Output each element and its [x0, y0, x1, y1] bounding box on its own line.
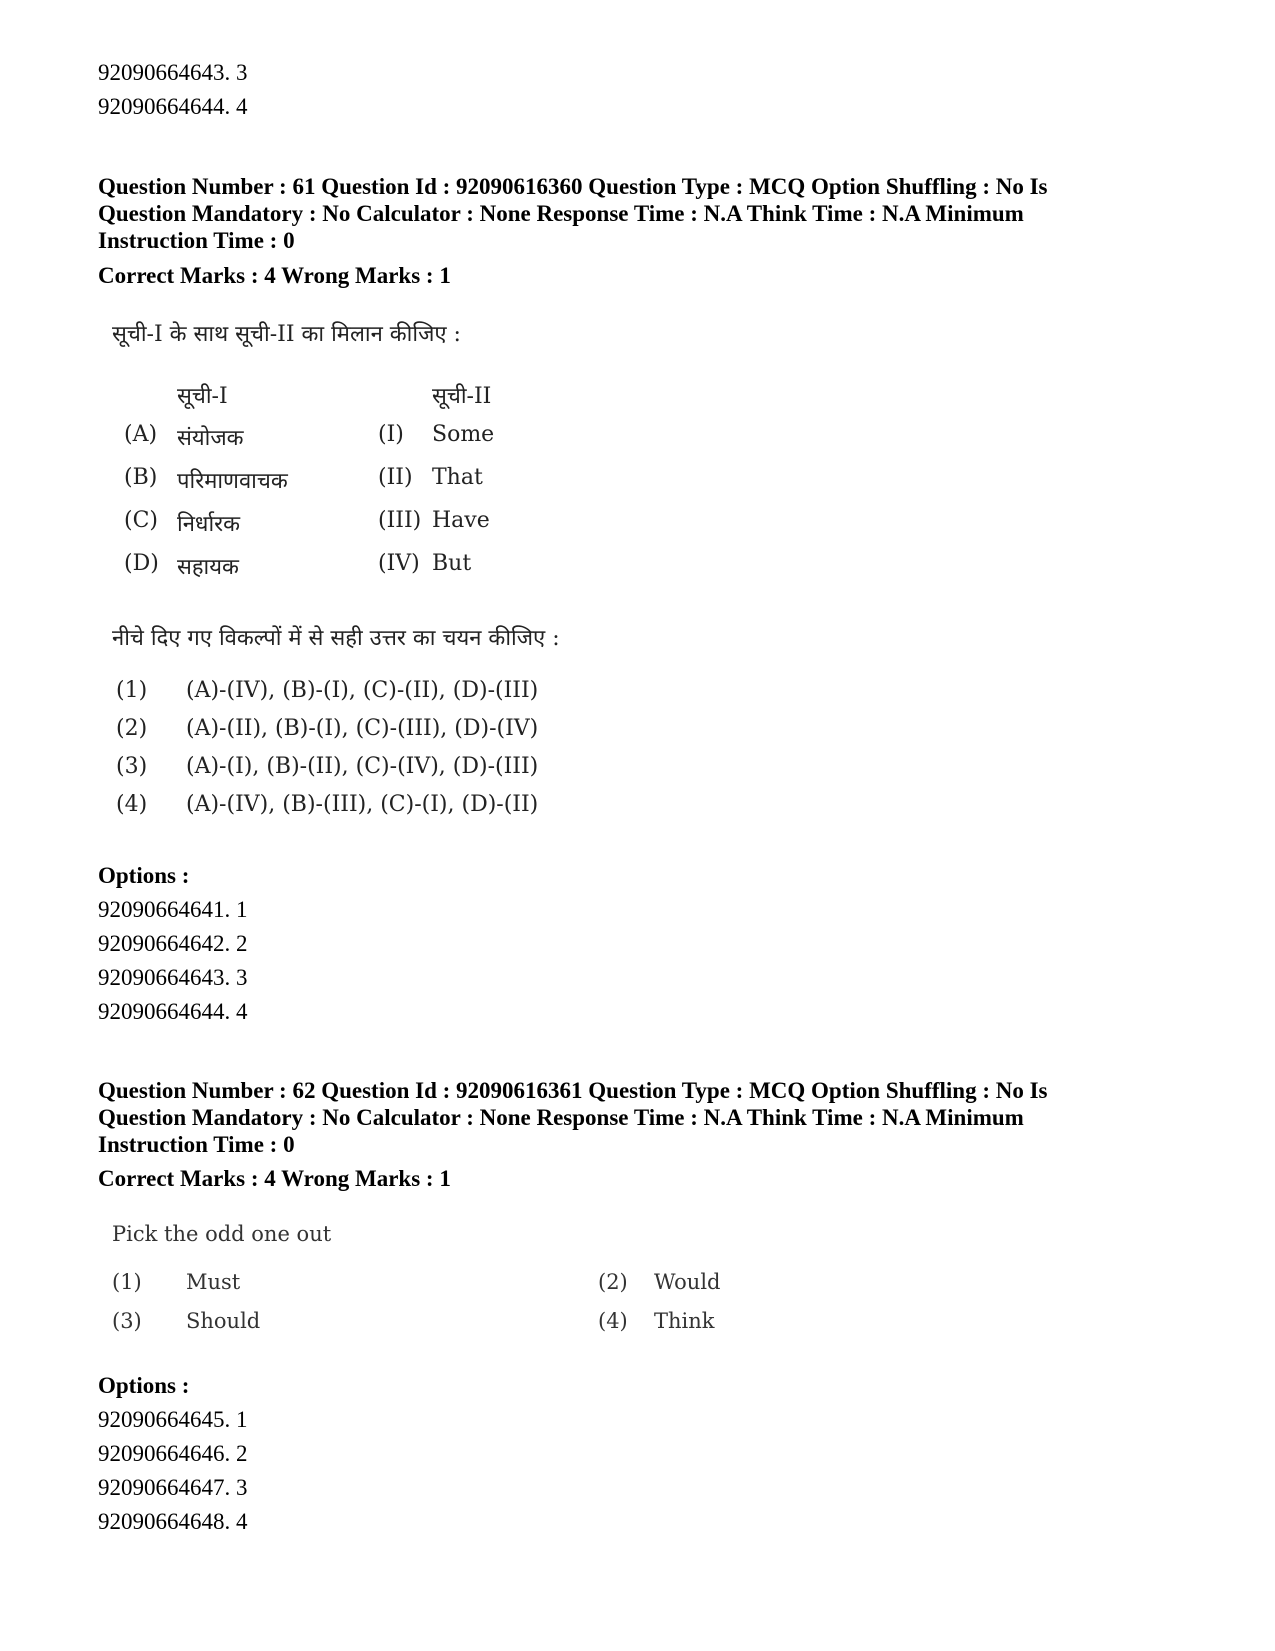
- list1-header: सूची-I: [177, 384, 228, 409]
- list1-item: परिमाणवाचक: [177, 469, 288, 494]
- question-header-line: Question Number : 62 Question Id : 92090616361 Question Type : MCQ Option Shuffling : No Is: [98, 1078, 1048, 1103]
- list1-item: संयोजक: [177, 426, 244, 451]
- list2-item: That: [432, 465, 483, 490]
- list2-item: But: [432, 551, 472, 576]
- choice-text: Would: [654, 1270, 721, 1294]
- choice-number: (3): [112, 1309, 142, 1333]
- option-line: 92090664646. 2: [98, 1441, 248, 1466]
- instruction-text: नीचे दिए गए विकल्पों में से सही उत्तर का चयन कीजिए :: [112, 626, 560, 651]
- option-line: 92090664648. 4: [98, 1509, 248, 1534]
- choice-number: (3): [116, 754, 148, 779]
- options-label: Options :: [98, 1373, 190, 1398]
- question-header-line: Instruction Time : 0: [98, 228, 295, 253]
- list2-label: (IV): [378, 551, 420, 576]
- choice-number: (2): [116, 716, 148, 741]
- choice-text: Think: [654, 1309, 715, 1333]
- list1-label: (B): [124, 465, 158, 490]
- list1-label: (C): [124, 508, 158, 533]
- list2-item: Have: [432, 508, 490, 533]
- list1-item: निर्धारक: [177, 512, 241, 537]
- question-header-line: Instruction Time : 0: [98, 1132, 295, 1157]
- question-header-line: Question Mandatory : No Calculator : None Response Time : N.A Think Time : N.A Minimum: [98, 1105, 1024, 1130]
- option-line: 92090664641. 1: [98, 897, 248, 922]
- choice-number: (4): [116, 792, 148, 817]
- choice-text: (A)-(I), (B)-(II), (C)-(IV), (D)-(III): [186, 754, 539, 779]
- options-label: Options :: [98, 863, 190, 888]
- option-line: 92090664647. 3: [98, 1475, 248, 1500]
- choice-number: (4): [598, 1309, 628, 1333]
- list1-label: (A): [124, 422, 158, 447]
- list2-label: (II): [378, 465, 413, 490]
- marks-line: Correct Marks : 4 Wrong Marks : 1: [98, 263, 451, 288]
- list2-label: (III): [378, 508, 422, 533]
- choice-text: Must: [186, 1270, 241, 1294]
- choice-text: Should: [186, 1309, 261, 1333]
- question-header-line: Question Number : 61 Question Id : 92090616360 Question Type : MCQ Option Shuffling : No Is: [98, 174, 1048, 199]
- list2-item: Some: [432, 422, 495, 447]
- list1-label: (D): [124, 551, 159, 576]
- option-line: 92090664644. 4: [98, 94, 248, 119]
- option-line: 92090664644. 4: [98, 999, 248, 1024]
- choice-number: (1): [112, 1270, 142, 1294]
- question-header-line: Question Mandatory : No Calculator : None Response Time : N.A Think Time : N.A Minimum: [98, 201, 1024, 226]
- choice-number: (2): [598, 1270, 628, 1294]
- choice-text: (A)-(II), (B)-(I), (C)-(III), (D)-(IV): [186, 716, 539, 741]
- list2-header: सूची-II: [432, 384, 492, 409]
- option-line: 92090664642. 2: [98, 931, 248, 956]
- option-line: 92090664643. 3: [98, 60, 248, 85]
- option-line: 92090664645. 1: [98, 1407, 248, 1432]
- list1-item: सहायक: [177, 555, 239, 580]
- option-line: 92090664643. 3: [98, 965, 248, 990]
- marks-line: Correct Marks : 4 Wrong Marks : 1: [98, 1166, 451, 1191]
- choice-number: (1): [116, 678, 148, 703]
- list2-label: (I): [378, 422, 404, 447]
- choice-text: (A)-(IV), (B)-(III), (C)-(I), (D)-(II): [186, 792, 539, 817]
- choice-text: (A)-(IV), (B)-(I), (C)-(II), (D)-(III): [186, 678, 539, 703]
- question-prompt: सूची-I के साथ सूची-II का मिलान कीजिए :: [112, 322, 461, 347]
- question-prompt: Pick the odd one out: [112, 1222, 332, 1246]
